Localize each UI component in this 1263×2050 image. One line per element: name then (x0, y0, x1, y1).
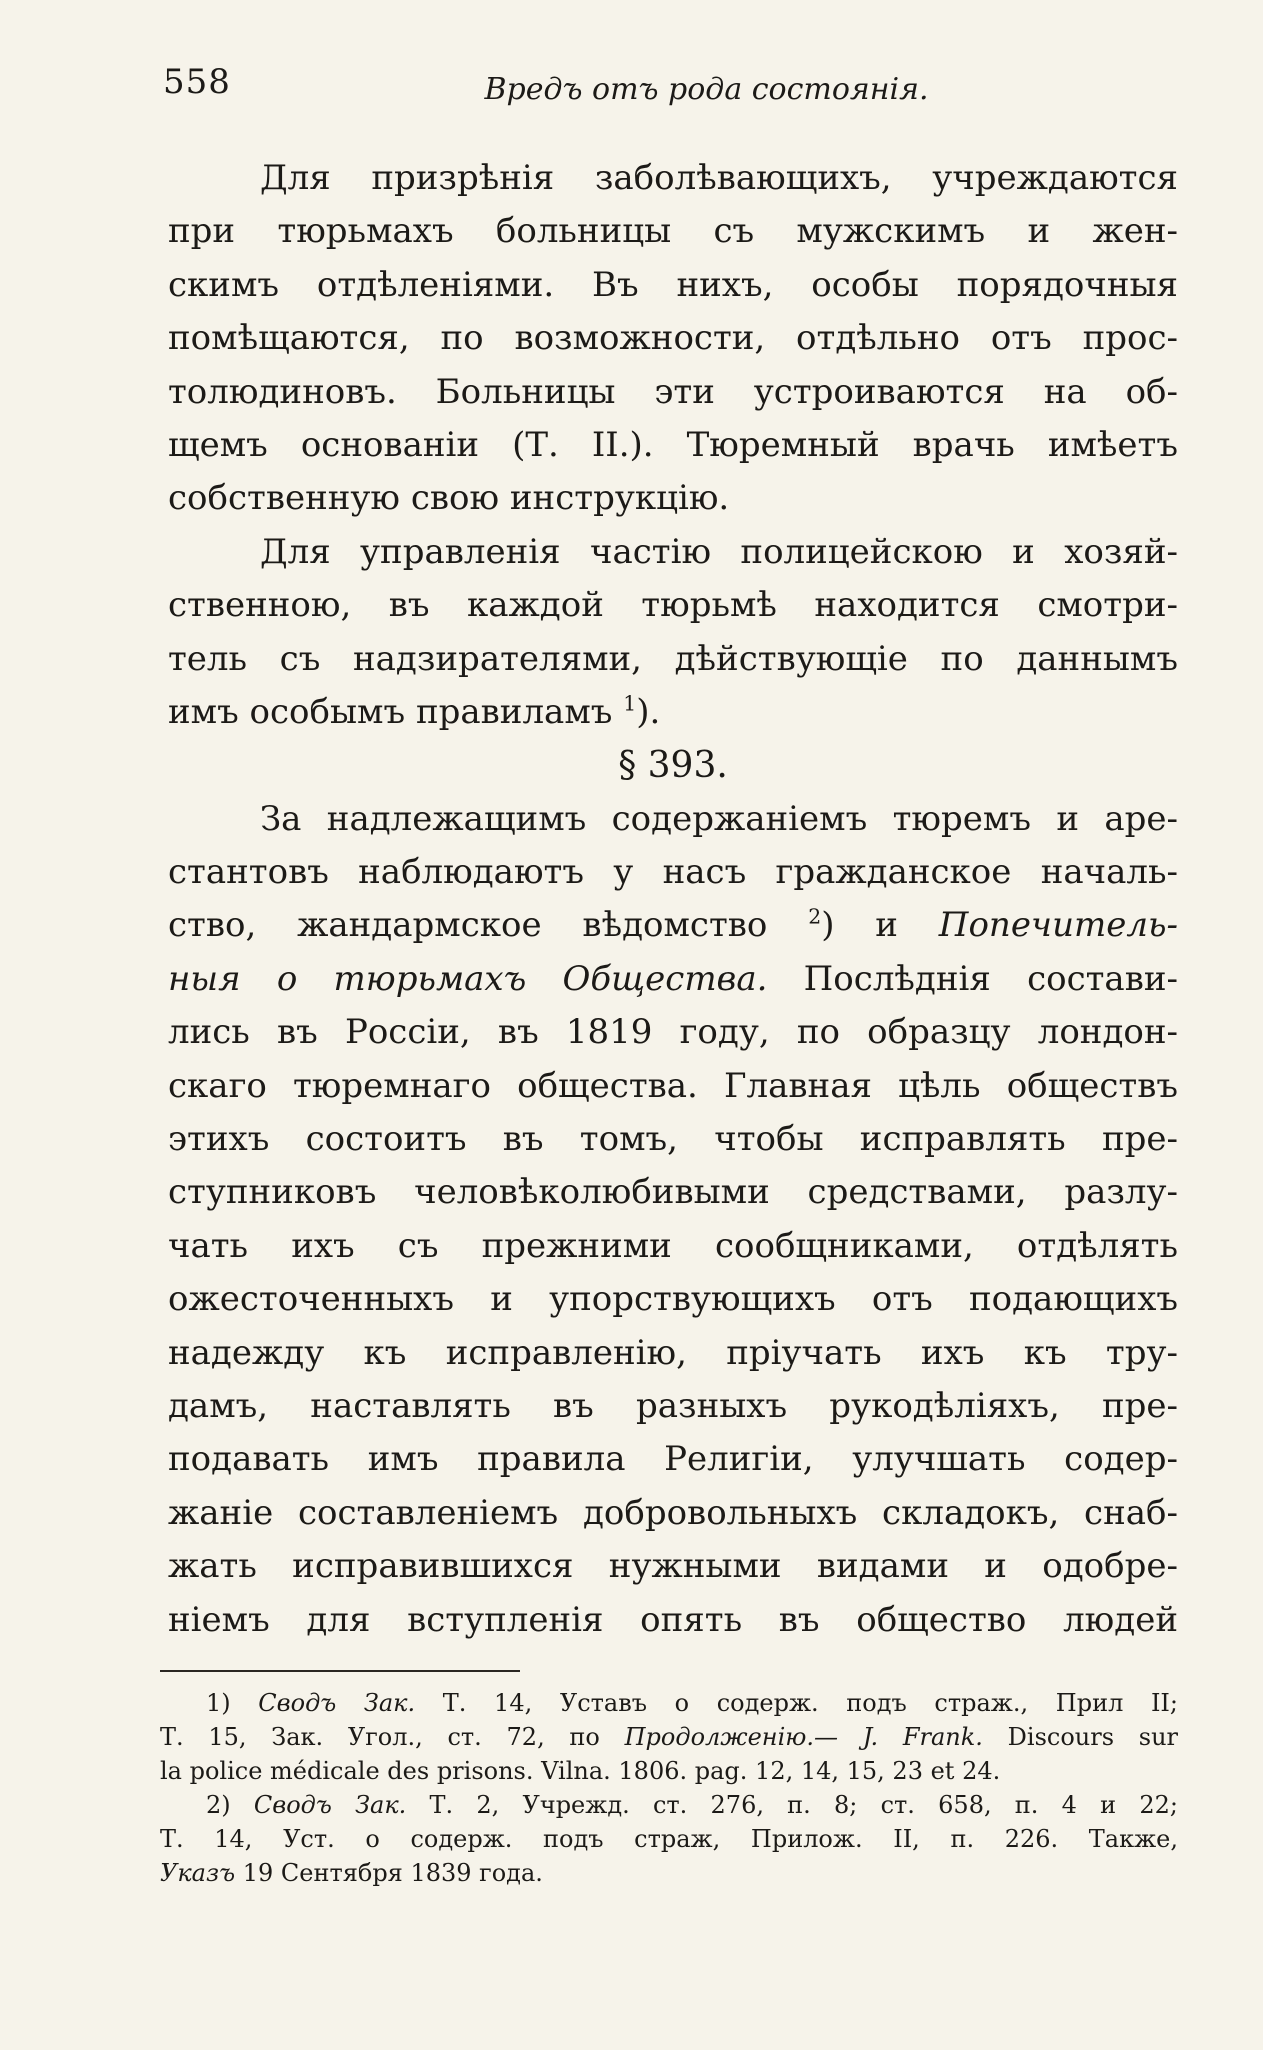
text-line: жать исправившихся нужными видами и одобре- (168, 1546, 1178, 1587)
footnote-line: la police médicale des prisons. Vilna. 1806. pag. 12, 14, 15, 23 et 24. (160, 1757, 1001, 1785)
footnote-line: Т. 14, Уст. о содерж. подъ страж, Прилож. II, п. 226. Также, (160, 1825, 1178, 1853)
main-text (168, 152, 1178, 1647)
footnote-line (160, 1856, 1178, 1890)
text-line: За надлежащимъ содержаніемъ тюремъ и аре- (260, 798, 1178, 839)
footnote-line (160, 1788, 1178, 1822)
footnote-marker: 1) (206, 1689, 231, 1717)
italic-term: Продолженію.— J. Frank. (624, 1723, 983, 1751)
text-line: тель съ надзирателями, дѣйствующіе по даннымъ (168, 638, 1178, 679)
footnote-divider (160, 1670, 520, 1672)
text-line: ство, жандармское вѣдомство $^2$) и Попечитель- (168, 905, 1178, 946)
text-fragment: Discours sur (1007, 1723, 1178, 1751)
text-line: толюдиновъ. Больницы эти устроиваются на об- (168, 371, 1178, 412)
footnote-ref-2: 2 (808, 905, 822, 930)
text-line: ственною, въ каждой тюрьмѣ находится смотри- (168, 585, 1178, 626)
footnotes (160, 1686, 1178, 1890)
text-fragment: Послѣднія состави- (803, 958, 1178, 999)
running-title: Вредъ отъ рода состоянія. (484, 72, 929, 107)
text-fragment: Т. 14, Уставъ о содерж. подъ страж., Прил II; (442, 1689, 1178, 1717)
text-line (168, 953, 1178, 1006)
italic-term: Сводъ Зак. (258, 1689, 416, 1717)
footnote-marker: 2) (206, 1791, 231, 1819)
page-number: 558 (163, 62, 231, 102)
text-fragment: 19 Сентября 1839 года. (242, 1859, 543, 1887)
text-fragment: Т. 2, Учрежд. ст. 276, п. 8; ст. 658, п. 4 и 22; (429, 1791, 1178, 1819)
footnote-line (160, 1686, 1178, 1720)
text-line: Для призрѣнія заболѣвающихъ, учреждаются (260, 158, 1178, 198)
italic-term: ныя о тюрьмахъ Общества. (168, 958, 768, 999)
text-line: имъ особымъ правиламъ $^1$). (168, 691, 661, 732)
text-line: щемъ основаніи (Т. II.). Тюремный врачь имѣетъ (168, 424, 1178, 465)
text-fragment: имъ особымъ правиламъ (168, 691, 613, 732)
text-line: надежду къ исправленію, пріучать ихъ къ тру- (168, 1332, 1178, 1373)
text-line: собственную свою инструкцію. (168, 478, 730, 519)
text-fragment: ство, жандармское вѣдомство (168, 905, 768, 946)
italic-term: Указъ (160, 1859, 236, 1887)
italic-term: Сводъ Зак. (253, 1791, 407, 1819)
text-line: стантовъ наблюдаютъ у насъ гражданское началь- (168, 852, 1178, 893)
text-line: скимъ отдѣленіями. Въ нихъ, особы порядочныя (168, 264, 1178, 305)
text-line: Для управленія частію полицейскою и хозяй- (260, 531, 1178, 572)
text-fragment: Т. 15, Зак. Угол., ст. 72, по (160, 1723, 600, 1751)
section-heading: § 393. (618, 745, 728, 787)
text-line: ожесточенныхъ и упорствующихъ отъ подающихъ (168, 1279, 1178, 1320)
text-line: скаго тюремнаго общества. Главная цѣль обществъ (168, 1065, 1178, 1106)
text-line: этихъ состоитъ въ томъ, чтобы исправлять пре- (168, 1119, 1178, 1160)
footnote-line (160, 1720, 1178, 1754)
text-line: при тюрьмахъ больницы съ мужскимъ и жен- (168, 211, 1178, 252)
footnote-ref-1: 1 (623, 691, 637, 716)
text-line: чать ихъ съ прежними сообщниками, отдѣлять (168, 1225, 1178, 1266)
text-fragment: и (875, 905, 898, 946)
italic-term: Попечитель- (938, 905, 1178, 946)
text-line: помѣщаются, по возможности, отдѣльно отъ прос- (168, 318, 1178, 359)
text-line: подавать имъ правила Религіи, улучшать содер- (168, 1439, 1178, 1480)
text-line: лись въ Россіи, въ 1819 году, по образцу лондон- (168, 1012, 1178, 1053)
text-line: ступниковъ человѣколюбивыми средствами, разлу- (168, 1172, 1178, 1213)
text-line: ніемъ для вступленія опять въ общество людей (168, 1599, 1178, 1640)
text-line: дамъ, наставлять въ разныхъ рукодѣліяхъ, пре- (168, 1385, 1178, 1426)
text-line: жаніе составленіемъ добровольныхъ складокъ, снаб- (168, 1492, 1178, 1533)
